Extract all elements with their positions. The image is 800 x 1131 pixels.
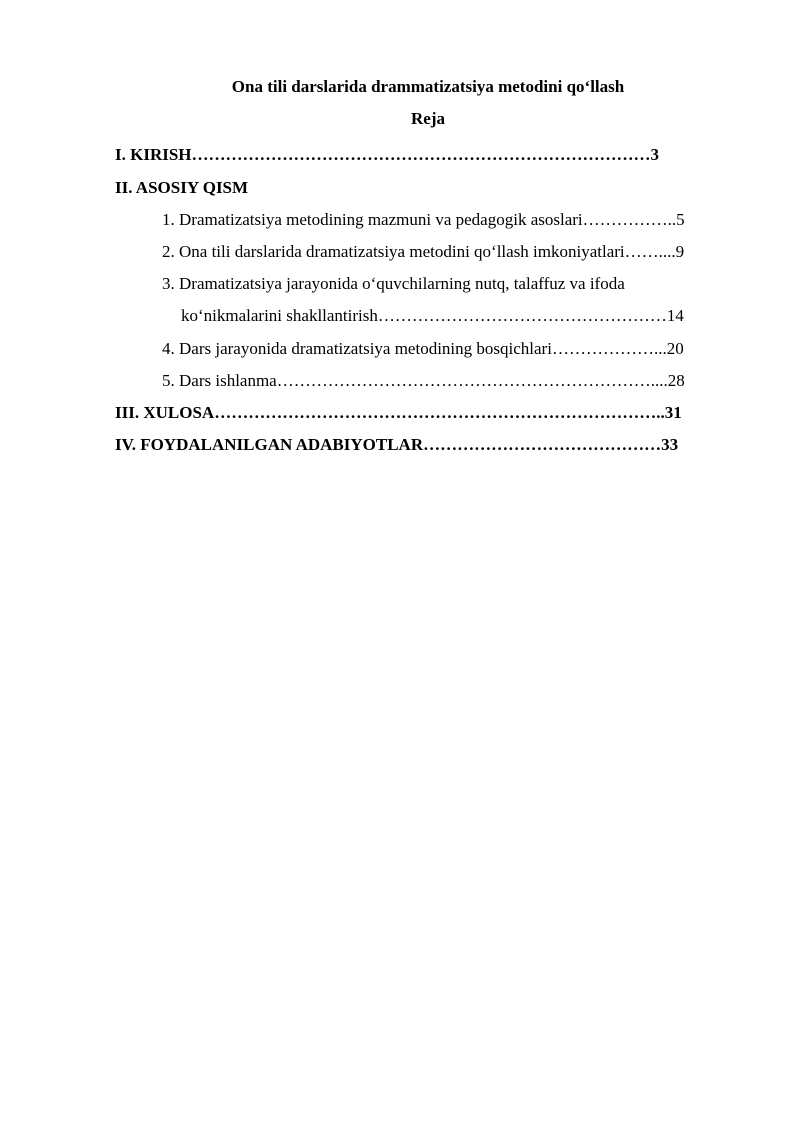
toc-entry-main-part: II. ASOSIY QISM: [115, 178, 249, 197]
toc-subentry-2: 2. Ona tili darslarida dramatizatsiya metodini qo‘llash imkoniyatlari……....9: [162, 242, 685, 261]
toc-entry-introduction: I. KIRISH………………………………………………………………………3: [115, 145, 660, 164]
plan-heading: Reja: [411, 109, 445, 128]
toc-entry-references: IV. FOYDALANILGAN ADABIYOTLAR……………………………………33: [115, 435, 679, 454]
toc-subentry-1: 1. Dramatizatsiya metodining mazmuni va pedagogik asoslari……………..5: [162, 210, 685, 229]
toc-subentry-4: 4. Dars jarayonida dramatizatsiya metodining bosqichlari………………...20: [162, 339, 684, 358]
toc-subentry-3: 3. Dramatizatsiya jarayonida o‘quvchilarning nutq, talaffuz va ifoda: [162, 274, 625, 293]
toc-subentry-5: 5. Dars ishlanma…………………………………………………………....28: [162, 371, 685, 390]
toc-subentry-3-continued: ko‘nikmalarini shakllantirish……………………………………………14: [181, 306, 684, 325]
document-title: Ona tili darslarida drammatizatsiya metodini qo‘llash: [231, 77, 625, 96]
toc-entry-conclusion: III. XULOSA……………………………………………………………………..31: [115, 403, 682, 422]
